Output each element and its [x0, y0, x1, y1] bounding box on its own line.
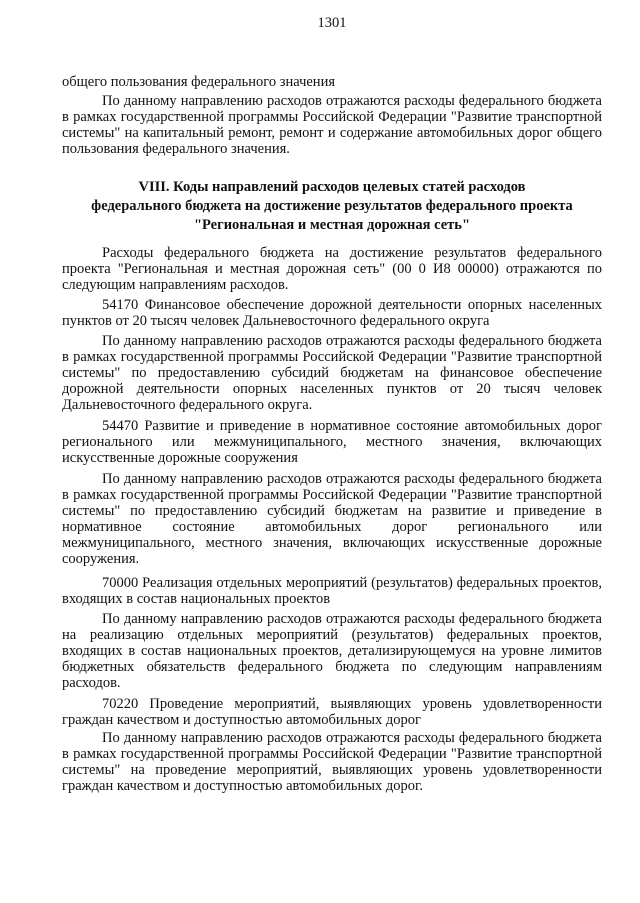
paragraph-intro: Расходы федерального бюджета на достижение результатов федерального проекта "Региональная и местная дорожная сеть" (00 0 И8 00000) отражаются по следующим направлениям расходов. — [62, 245, 602, 293]
paragraph-desc-70220: По данному направлению расходов отражаются расходы федерального бюджета в рамках государственной программы Российской Федерации "Развитие транспортной системы" на проведение мероприятий, выявляющих уровень удовлетворенности граждан качеством и доступностью автомобильных дорог. — [62, 730, 602, 794]
paragraph-code-70220: 70220 Проведение мероприятий, выявляющих уровень удовлетворенности граждан качеством и доступностью автомобильных дорог — [62, 696, 602, 728]
section-heading-line-1: VIII. Коды направлений расходов целевых статей расходов — [138, 179, 526, 195]
paragraph-code-54170: 54170 Финансовое обеспечение дорожной деятельности опорных населенных пунктов от 20 тысяч человек Дальневосточного федерального округа — [62, 297, 602, 329]
paragraph-capital-repair: По данному направлению расходов отражаются расходы федерального бюджета в рамках государственной программы Российской Федерации "Развитие транспортной системы" на капитальный ремонт, ремонт и содержание автомобильных дорог общего пользования федерального значения. — [62, 93, 602, 157]
paragraph-desc-70000: По данному направлению расходов отражаются расходы федерального бюджета на реализацию отдельных мероприятий (результатов) федеральных проектов, входящих в состав национальных проектов, детализирующемуся на уровне лимитов бюджетных обязательств федерального бюджета по следующим направлениям расходов. — [62, 611, 602, 691]
paragraph-desc-54170: По данному направлению расходов отражаются расходы федерального бюджета в рамках государственной программы Российской Федерации "Развитие транспортной системы" по предоставлению субсидий бюджетам на финансовое обеспечение дорожной деятельности опорных населенных пунктов от 20 тысяч человек Дальневосточного федерального округа. — [62, 333, 602, 413]
section-heading-line-3: "Региональная и местная дорожная сеть" — [193, 217, 471, 233]
continuation-line: общего пользования федерального значения — [62, 74, 336, 90]
section-heading — [62, 178, 602, 235]
paragraph-code-70000: 70000 Реализация отдельных мероприятий (результатов) федеральных проектов, входящих в состав национальных проектов — [62, 575, 602, 607]
paragraph-code-54470: 54470 Развитие и приведение в нормативное состояние автомобильных дорог регионального или межмуниципального, местного значения, включающих искусственные дорожные сооружения — [62, 418, 602, 466]
section-heading-line-2: федерального бюджета на достижение результатов федерального проекта — [91, 198, 573, 214]
paragraph-desc-54470: По данному направлению расходов отражаются расходы федерального бюджета в рамках государственной программы Российской Федерации "Развитие транспортной системы" по предоставлению субсидий бюджетам на развитие и приведение в нормативное состояние автомобильных дорог регионального или межмуниципального, местного значения, включающих искусственные дорожные сооружения. — [62, 471, 602, 567]
page-number: 1301 — [317, 15, 347, 31]
